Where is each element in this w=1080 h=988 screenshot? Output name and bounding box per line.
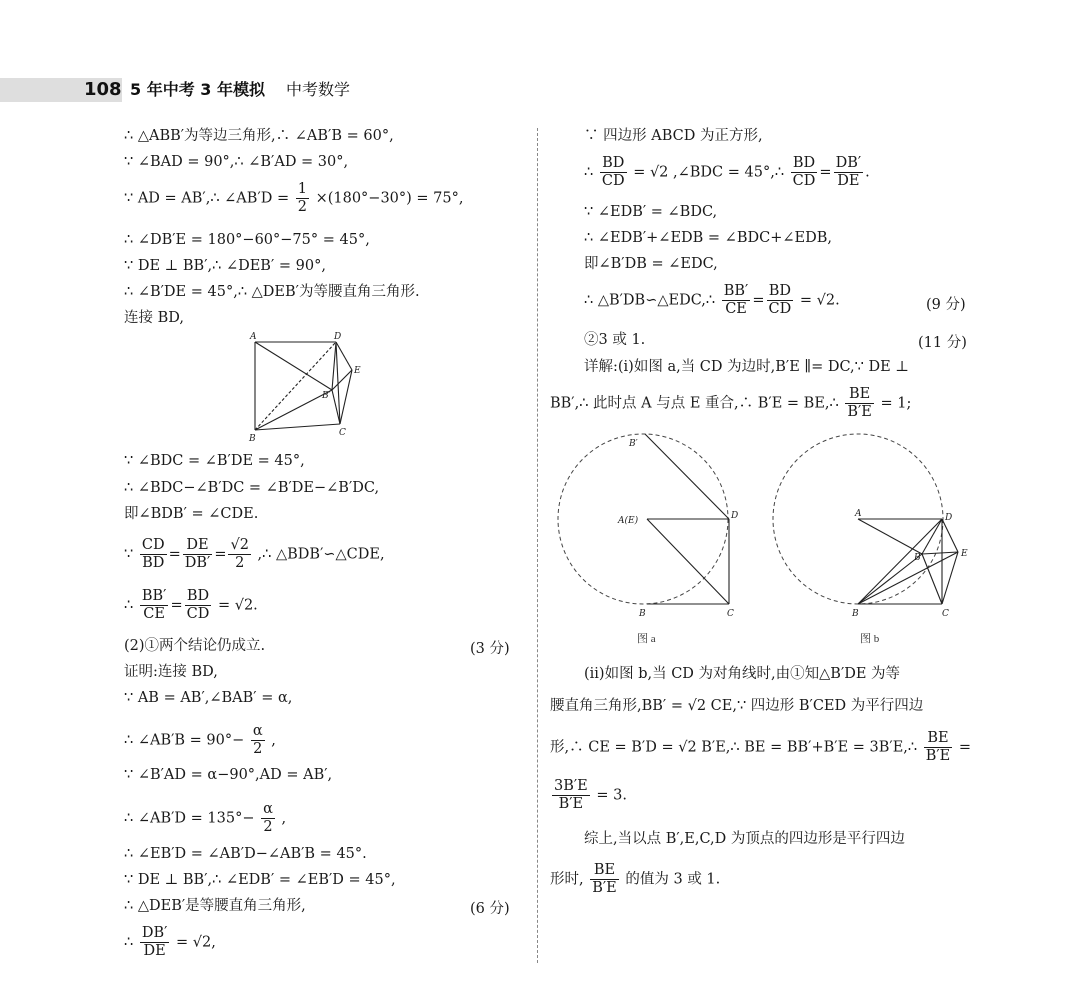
right-line-3: ∵ ∠EDB′ = ∠BDC, <box>584 204 718 220</box>
right-line-8: 详解:(i)如图 a,当 CD 为边时,B′E ∥= DC,∵ DE ⊥ <box>584 359 909 375</box>
denominator: 2 <box>228 554 250 572</box>
text-segment: 形时, <box>550 871 584 888</box>
point-label: B′ <box>629 439 638 449</box>
text-segment: BB′,∴ 此时点 A 与点 E 重合,∴ B′E = BE,∴ <box>550 395 839 412</box>
left-line-7: 连接 BD, <box>124 310 184 326</box>
text-segment: = √2. <box>799 292 840 309</box>
denominator: 2 <box>251 740 265 758</box>
numerator: α <box>252 723 263 739</box>
left-line-2: ∵ ∠BAD = 90°,∴ ∠B′AD = 30°, <box>124 154 349 170</box>
numerator: BB′ <box>141 588 167 604</box>
numerator: BD <box>602 155 625 171</box>
numerator: BD <box>186 588 210 604</box>
numerator: BE <box>848 386 871 402</box>
right-line-15 <box>550 862 720 897</box>
right-line-13 <box>550 778 627 813</box>
text-segment: ∵ <box>124 546 134 563</box>
numerator: CD <box>141 537 165 553</box>
fraction <box>552 778 590 813</box>
numerator: 1 <box>297 181 307 197</box>
left-line-9: ∴ ∠BDC−∠B′DC = ∠B′DE−∠B′DC, <box>124 480 380 496</box>
right-line-14: 综上,当以点 B′,E,C,D 为顶点的四边形是平行四边 <box>584 831 905 847</box>
numerator: BE <box>927 730 949 746</box>
right-line-12 <box>550 730 971 765</box>
left-line-18 <box>124 801 286 836</box>
denominator: CD <box>186 606 210 622</box>
right-line-1: ∵ 四边形 ABCD 为正方形, <box>584 128 763 144</box>
left-line-8: ∵ ∠BDC = ∠B′DE = 45°, <box>124 453 305 469</box>
text-segment: ∴ ∠AB′B = 90°− <box>124 732 245 749</box>
left-line-16 <box>124 723 276 758</box>
fraction <box>251 723 265 758</box>
fraction <box>140 925 170 960</box>
geometry-figure-1 <box>240 328 375 446</box>
text-segment: ∴ ∠AB′D = 135°− <box>124 810 255 827</box>
point-label: B′ <box>322 391 331 401</box>
text-segment: ∴ <box>124 934 134 951</box>
left-line-1: ∴ △ABB′为等边三角形,∴ ∠AB′B = 60°, <box>124 128 394 144</box>
left-line-4: ∴ ∠DB′E = 180°−60°−75° = 45°, <box>124 232 370 248</box>
denominator: CD <box>601 173 625 189</box>
point-label: B <box>639 609 646 619</box>
score-label: (6 分) <box>470 901 510 917</box>
text-segment: = √2 ,∠BDC = 45°,∴ <box>633 164 785 181</box>
right-line-11: 腰直角三角形,BB′ = √2 CE,∵ 四边形 B′CED 为平行四边 <box>550 698 924 714</box>
denominator: DB′ <box>184 555 211 571</box>
fraction <box>261 801 275 836</box>
numerator: BD <box>768 283 792 299</box>
left-line-22 <box>124 925 216 960</box>
denominator: CD <box>768 301 792 317</box>
fraction <box>791 155 818 190</box>
numerator: BE <box>593 862 616 878</box>
figure-caption: 图 a <box>637 633 656 645</box>
text-segment: . <box>865 164 870 181</box>
fraction <box>600 155 627 190</box>
fraction <box>296 181 309 216</box>
point-label: D <box>945 513 953 523</box>
text-segment: ∴ △B′DB∽△EDC,∴ <box>584 292 716 309</box>
text-segment: , <box>271 732 276 749</box>
right-line-5: 即∠B′DB = ∠EDC, <box>584 256 718 272</box>
figure-caption: 图 b <box>860 633 880 645</box>
denominator: B′E <box>592 880 617 896</box>
text-segment: 的值为 3 或 1. <box>625 871 721 888</box>
book-subtitle: 中考数学 <box>286 80 351 99</box>
fraction <box>590 862 619 897</box>
denominator: B′E <box>552 795 590 813</box>
left-line-21: ∴ △DEB′是等腰直角三角形, <box>124 898 306 914</box>
fraction <box>845 386 874 421</box>
point-label: B <box>852 609 859 619</box>
left-line-13: (2)①两个结论仍成立. <box>124 638 266 654</box>
text-segment: ∴ <box>584 164 594 181</box>
denominator: DE <box>834 172 864 190</box>
right-line-6: ∴ △B′DB∽△EDC,∴ $\frac{BB'}{CE}$ = $\frac{BD}{CD}$ = √2. <box>584 283 840 317</box>
text-segment: ∵ AD = AB′,∴ ∠AB′D = <box>124 190 290 207</box>
geometry-figure-b <box>770 430 975 650</box>
text-segment: = <box>958 739 972 756</box>
numerator: DB′ <box>141 925 168 941</box>
point-label: E <box>961 549 968 559</box>
fraction <box>834 155 864 190</box>
fraction <box>140 537 167 572</box>
left-line-19: ∴ ∠EB′D = ∠AB′D−∠AB′B = 45°. <box>124 846 367 862</box>
numerator: √2 <box>230 537 249 553</box>
denominator: CD <box>792 173 816 189</box>
point-label: D <box>731 511 739 521</box>
score-label: (9 分) <box>926 297 966 313</box>
point-label: A(E) <box>618 516 639 526</box>
numerator: DE <box>186 537 209 553</box>
left-line-3 <box>124 181 464 216</box>
score-label: (3 分) <box>470 641 510 657</box>
denominator: B′E <box>847 404 872 420</box>
point-label: A <box>855 509 862 519</box>
point-label: C <box>942 609 949 619</box>
denominator: CE <box>722 300 751 318</box>
denominator: 2 <box>297 199 307 215</box>
fraction <box>722 283 751 318</box>
numerator: 3B′E <box>554 778 588 794</box>
right-line-7: ②3 或 1. <box>584 332 646 348</box>
left-line-14: 证明:连接 BD, <box>124 664 218 680</box>
point-label: C <box>727 609 734 619</box>
numerator: BD <box>792 155 816 171</box>
denominator: DE <box>140 942 170 960</box>
page-number: 108 <box>84 79 122 100</box>
denominator: 2 <box>261 818 275 836</box>
text-segment: ,∴ △BDB′∽△CDE, <box>257 546 385 563</box>
point-label: B′ <box>914 553 923 563</box>
text-segment: = 3. <box>596 787 627 804</box>
fraction <box>228 537 250 572</box>
point-label: B <box>249 434 256 444</box>
numerator: α <box>263 801 273 817</box>
denominator: BD <box>140 554 167 572</box>
denominator: CE <box>140 605 169 623</box>
left-line-17: ∵ ∠B′AD = α−90°,AD = AB′, <box>124 767 333 783</box>
point-label: A <box>250 332 257 342</box>
point-label: C <box>339 428 346 438</box>
fraction <box>140 588 169 623</box>
left-line-5: ∵ DE ⊥ BB′,∴ ∠DEB′ = 90°, <box>124 258 326 274</box>
text-segment: = √2. <box>217 597 258 614</box>
point-label: E <box>354 366 361 376</box>
left-line-12: ∴ $\frac{BB'}{CE}$ = $\frac{BD}{CD}$ = √2. <box>124 588 258 622</box>
text-segment: = 1; <box>880 395 912 412</box>
text-segment: ∴ <box>124 597 134 614</box>
left-line-11: ∵ $\frac{CD}{BD}$ = $\frac{DE}{DB'}$ = $\frac{√2}{2}$ ,∴ △BDB′∽△CDE, <box>124 537 385 571</box>
score-label: (11 分) <box>918 335 967 351</box>
point-label: D <box>334 332 342 342</box>
fraction <box>183 537 213 572</box>
left-line-6: ∴ ∠B′DE = 45°,∴ △DEB′为等腰直角三角形. <box>124 284 420 300</box>
fraction <box>767 283 794 318</box>
numerator: DB′ <box>835 155 862 171</box>
left-line-10: 即∠BDB′ = ∠CDE. <box>124 506 259 522</box>
right-line-10: (ii)如图 b,当 CD 为对角线时,由①知△B′DE 为等 <box>584 666 901 682</box>
geometry-figure-a <box>555 430 750 650</box>
left-line-15: ∵ AB = AB′,∠BAB′ = α, <box>124 690 293 706</box>
numerator: BB′ <box>723 283 749 299</box>
left-line-20: ∵ DE ⊥ BB′,∴ ∠EDB′ = ∠EB′D = 45°, <box>124 872 396 888</box>
text-segment: 形,∴ CE = B′D = √2 B′E,∴ BE = BB′+B′E = 3B′E,∴ <box>550 739 918 756</box>
denominator: B′E <box>925 748 951 764</box>
text-segment: = √2, <box>176 934 216 951</box>
text-segment: ×(180°−30°) = 75°, <box>315 190 464 207</box>
text-segment: , <box>281 810 287 827</box>
right-line-9 <box>550 386 911 421</box>
column-divider <box>537 128 538 963</box>
right-line-2: ∴ $\frac{BD}{CD}$ = √2 ,∠BDC = 45°,∴ $\frac{BD}{CD}$ = $\frac{DB'}{DE}$ . <box>584 155 870 189</box>
right-line-4: ∴ ∠EDB′+∠EDB = ∠BDC+∠EDB, <box>584 230 832 246</box>
book-title: 5 年中考 3 年模拟 <box>130 80 265 99</box>
fraction <box>185 588 212 623</box>
fraction <box>924 730 953 765</box>
